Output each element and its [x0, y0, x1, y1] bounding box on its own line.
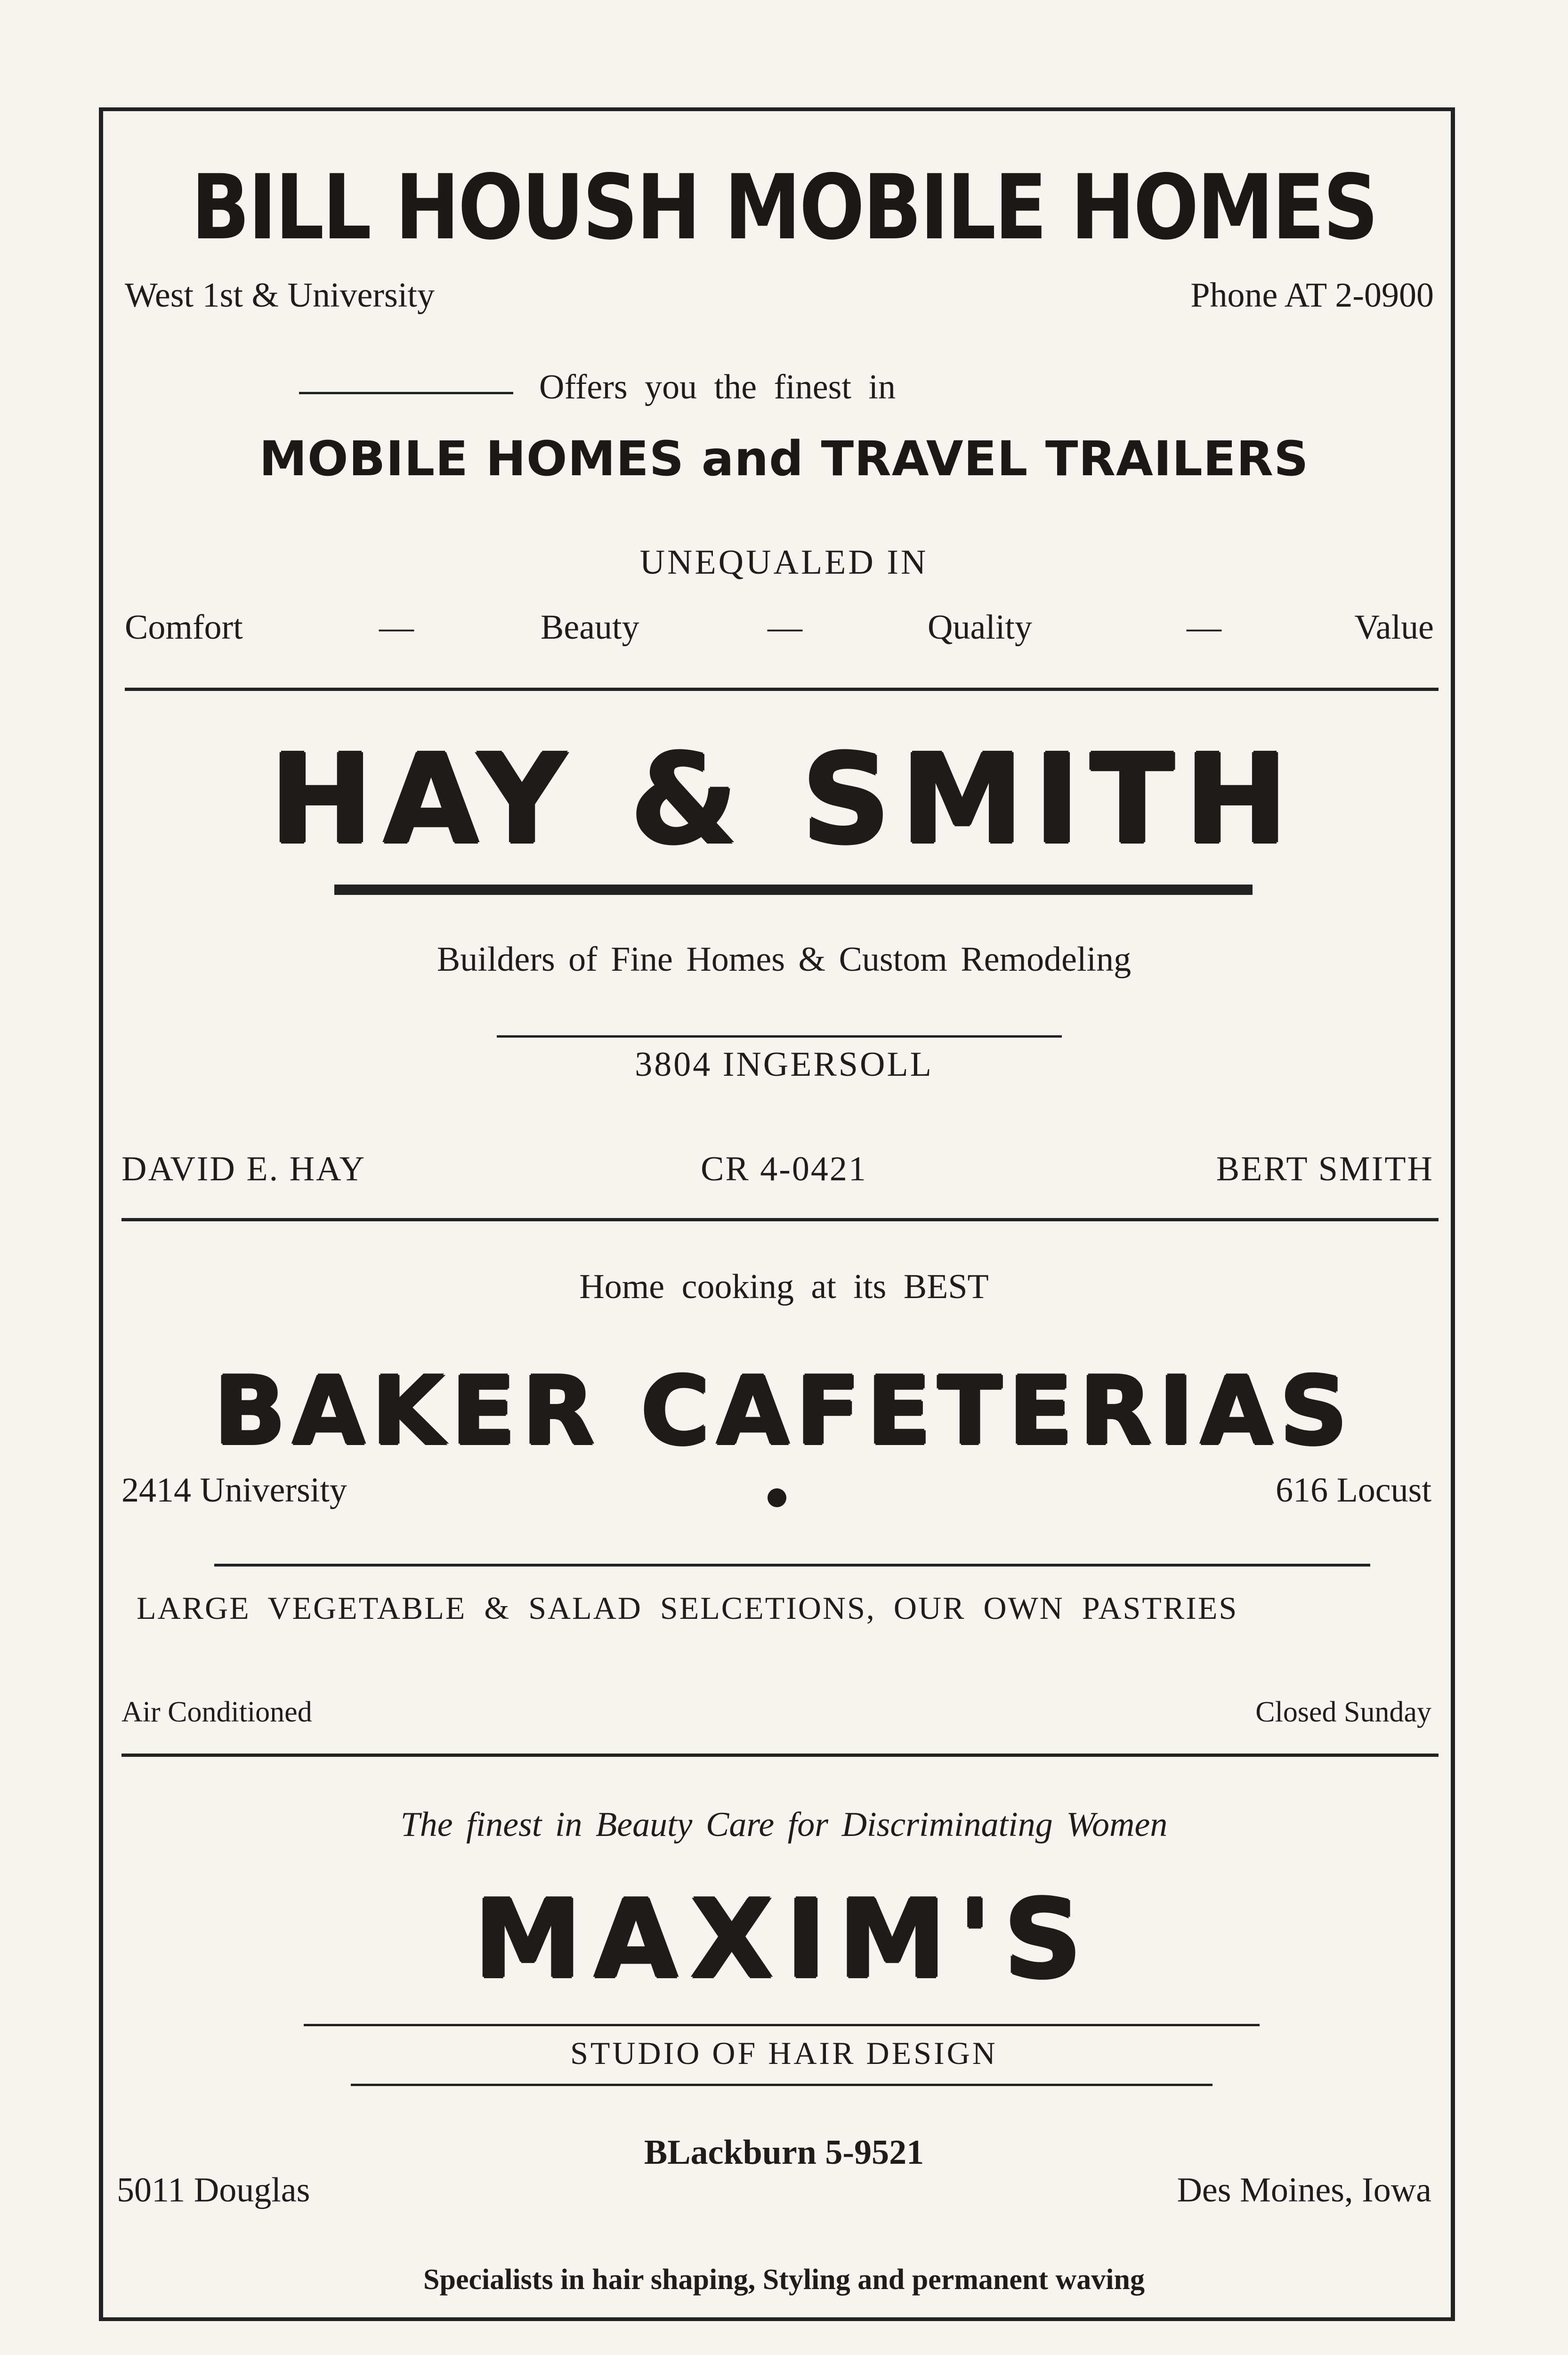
tagline-rule	[497, 1035, 1062, 1038]
bill-housh-headline: MOBILE HOMES and TRAVEL TRAILERS	[259, 431, 1309, 487]
baker-rule	[214, 1564, 1370, 1567]
baker-note-right: Closed Sunday	[1255, 1696, 1431, 1728]
quality-quality: Quality	[928, 608, 1032, 647]
bill-housh-unequaled: UNEQUALED IN	[639, 543, 929, 582]
hay-smith-address: 3804 INGERSOLL	[635, 1045, 933, 1084]
baker-selections: LARGE VEGETABLE & SALAD SELCETIONS, OUR OWN PASTRIES	[137, 1590, 1238, 1626]
quality-comfort: Comfort	[125, 608, 243, 647]
quality-dash: —	[1187, 608, 1221, 647]
quality-dash: —	[379, 608, 414, 647]
quality-value: Value	[1354, 608, 1434, 647]
quality-beauty: Beauty	[541, 608, 639, 647]
offers-rule	[299, 392, 513, 394]
section-divider	[121, 1218, 1439, 1221]
maxims-city: Des Moines, Iowa	[1177, 2171, 1431, 2209]
bill-housh-offers: Offers you the finest in	[539, 368, 896, 406]
baker-intro: Home cooking at its BEST	[579, 1267, 989, 1306]
maxims-specialists: Specialists in hair shaping, Styling and permanent waving	[423, 2264, 1145, 2296]
hay-smith-underline	[334, 885, 1253, 895]
quality-dash: —	[768, 608, 802, 647]
maxims-rule	[304, 2024, 1260, 2026]
bullet-dot	[768, 1488, 786, 1507]
maxims-address: 5011 Douglas	[117, 2171, 310, 2209]
maxims-phone: BLackburn 5-9521	[644, 2133, 924, 2172]
hay-smith-bert: BERT SMITH	[1216, 1150, 1434, 1188]
maxims-rule	[351, 2084, 1212, 2086]
maxims-title: MAXIM'S	[474, 1877, 1094, 2003]
hay-smith-phone: CR 4-0421	[701, 1150, 867, 1188]
baker-title: BAKER CAFETERIAS	[214, 1356, 1354, 1466]
section-divider	[121, 1754, 1439, 1757]
baker-note-left: Air Conditioned	[121, 1696, 312, 1728]
baker-address-right: 616 Locust	[1276, 1471, 1431, 1510]
baker-address-left: 2414 University	[121, 1471, 347, 1510]
hay-smith-title: HAY & SMITH	[269, 728, 1299, 871]
bill-housh-title: BILL HOUSH MOBILE HOMES	[191, 155, 1377, 260]
section-divider	[125, 688, 1439, 691]
bill-housh-address: West 1st & University	[125, 276, 435, 315]
maxims-intro: The finest in Beauty Care for Discriminating Women	[400, 1805, 1168, 1844]
maxims-studio: STUDIO OF HAIR DESIGN	[570, 2035, 998, 2071]
bill-housh-phone: Phone AT 2-0900	[1190, 276, 1434, 315]
hay-smith-david: DAVID E. HAY	[121, 1150, 366, 1188]
hay-smith-tagline: Builders of Fine Homes & Custom Remodeling	[436, 940, 1132, 979]
